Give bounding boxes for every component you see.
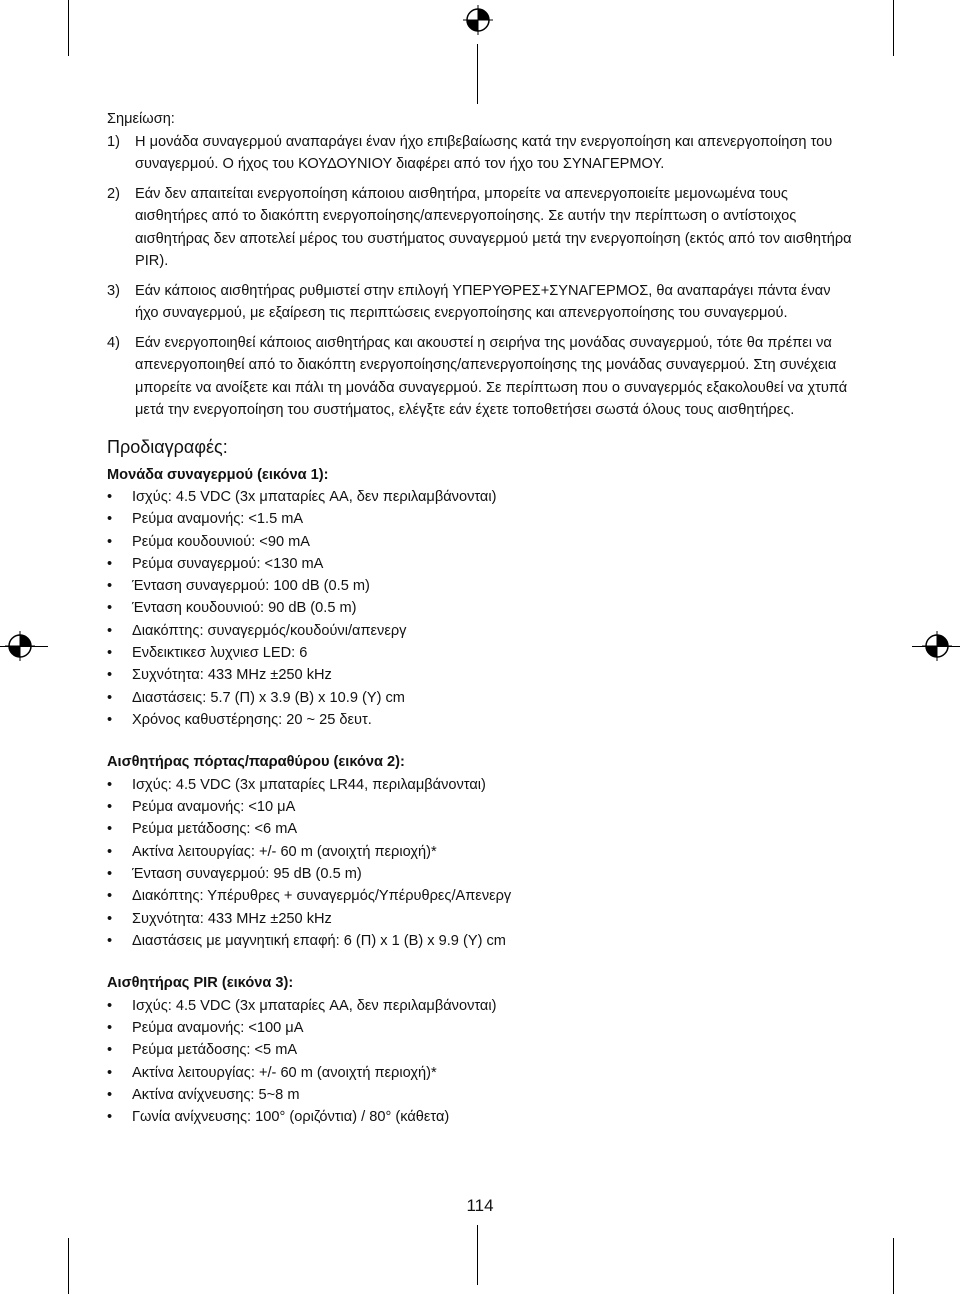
spacer <box>107 952 852 972</box>
note-text: Εάν κάποιος αισθητήρας ρυθμιστεί στην επιλογή ΥΠΕΡΥΘΡΕΣ+ΣΥΝΑΓΕΡΜΟΣ, θα αναπαράγει πάντα έναν ήχο συναγερμού, με εξαίρεση τις περιπτώσεις ενεργοποίησης και απενεργοποίησης του συναγερμού. <box>135 282 831 321</box>
spec-item: • Ρεύμα αναμονής: <100 μA <box>107 1017 852 1039</box>
spec-item: • Ακτίνα λειτουργίας: +/- 60 m (ανοιχτή περιοχή)* <box>107 1062 852 1084</box>
page-number: 114 <box>466 1196 494 1215</box>
spec-item: • Ισχύς: 4.5 VDC (3x μπαταρίες AA, δεν περιλαμβάνονται) <box>107 995 852 1017</box>
spec-section-heading: Μονάδα συναγερμού (εικόνα 1): <box>107 466 329 483</box>
spec-item: • Γωνία ανίχνευσης: 100° (οριζόντια) / 80° (κάθετα) <box>107 1106 852 1128</box>
spec-section-heading: Αισθητήρας πόρτας/παραθύρου (εικόνα 2): <box>107 754 405 771</box>
note-number: 3) <box>107 282 120 299</box>
note-title: Σημείωση: <box>107 111 175 127</box>
crop-mark-top-right <box>893 0 894 56</box>
spec-item: • Ρεύμα κουδουνιού: <90 mA <box>107 531 852 553</box>
note-item <box>107 183 852 273</box>
spec-item: • Ρεύμα μετάδοσης: <5 mA <box>107 1039 852 1061</box>
spec-item: • Χρόνος καθυστέρησης: 20 ~ 25 δευτ. <box>107 709 852 731</box>
spec-item: • Ακτίνα λειτουργίας: +/- 60 m (ανοιχτή περιοχή)* <box>107 841 852 863</box>
spec-list <box>107 486 852 731</box>
spec-item: • Ένταση συναγερμού: 95 dB (0.5 m) <box>107 863 852 885</box>
spec-list <box>107 774 852 952</box>
note-number: 4) <box>107 334 120 351</box>
note-number: 2) <box>107 185 120 202</box>
page-content <box>107 108 852 1128</box>
spec-item: • Ρεύμα αναμονής: <10 μA <box>107 796 852 818</box>
spec-item: • Διακόπτης: Υπέρυθρες + συναγερμός/Υπέρυθρες/Απενεργ <box>107 885 852 907</box>
note-item <box>107 131 852 176</box>
spec-item: • Διαστάσεις: 5.7 (Π) x 3.9 (Β) x 10.9 (Υ) cm <box>107 687 852 709</box>
specs-title: Προδιαγραφές: <box>107 436 228 457</box>
crop-mark-bottom-left <box>68 1238 69 1294</box>
note-item <box>107 280 852 325</box>
crop-mark-top-center <box>477 44 478 104</box>
note-item <box>107 332 852 422</box>
crop-mark-bottom-center <box>477 1225 478 1285</box>
spec-item: • Ρεύμα μετάδοσης: <6 mA <box>107 818 852 840</box>
spec-item: • Ακτίνα ανίχνευσης: 5~8 m <box>107 1084 852 1106</box>
note-number: 1) <box>107 133 120 150</box>
registration-mark-icon <box>5 631 35 661</box>
crop-mark-top-left <box>68 0 69 56</box>
spacer <box>107 731 852 751</box>
spec-item: • Ρεύμα αναμονής: <1.5 mA <box>107 508 852 530</box>
registration-mark-icon <box>922 631 952 661</box>
registration-mark-icon <box>463 5 493 35</box>
spec-item: • Συχνότητα: 433 MHz ±250 kHz <box>107 908 852 930</box>
spec-item: • Ένταση κουδουνιού: 90 dB (0.5 m) <box>107 597 852 619</box>
spec-item: • Ισχύς: 4.5 VDC (3x μπαταρίες AA, δεν περιλαμβάνονται) <box>107 486 852 508</box>
spec-item: • Συχνότητα: 433 MHz ±250 kHz <box>107 664 852 686</box>
spec-section-heading: Αισθητήρας PIR (εικόνα 3): <box>107 975 294 992</box>
note-list <box>107 131 852 422</box>
note-text: Εάν ενεργοποιηθεί κάποιος αισθητήρας και ακουστεί η σειρήνα της μονάδας συναγερμού, τότε θα πρέπει να απενεργοποιηθεί από το διακόπτη ενεργοποίησης/απενεργοποίησης της μονάδας συναγερμού. Στη συνέχεια μπορείτε να ανοίξετε και πάλι τη μονάδα συναγερμού. Σε περίπτωση που ο συναγερμός εξακολουθεί να χτυπά μετά την ενεργοποίηση του συστήματος, ελέγξτε εάν έχετε τοποθετήσει σωστά όλους τους αισθητήρες. <box>135 334 848 418</box>
note-text: Εάν δεν απαιτείται ενεργοποίηση κάποιου αισθητήρα, μπορείτε να απενεργοποιείτε μεμονωμένα τους αισθητήρες από το διακόπτη ενεργοποίησης/απενεργοποίησης. Σε αυτήν την περίπτωση ο αντίστοιχος αισθητήρας δεν αποτελεί μέρος του συστήματος συναγερμού μετά την ενεργοποίηση (εκτός από τον αισθητήρα PIR). <box>135 185 852 269</box>
spec-item: • Ρεύμα συναγερμού: <130 mA <box>107 553 852 575</box>
spec-item: • Διαστάσεις με μαγνητική επαφή: 6 (Π) x 1 (Β) x 9.9 (Υ) cm <box>107 930 852 952</box>
spec-item: • Ενδεικτικεσ λυχνιεσ LED: 6 <box>107 642 852 664</box>
spec-list <box>107 995 852 1129</box>
spec-item: • Ισχύς: 4.5 VDC (3x μπαταρίες LR44, περιλαμβάνονται) <box>107 774 852 796</box>
spec-item: • Διακόπτης: συναγερμός/κουδούνι/απενεργ <box>107 620 852 642</box>
spec-item: • Ένταση συναγερμού: 100 dB (0.5 m) <box>107 575 852 597</box>
note-text: Η μονάδα συναγερμού αναπαράγει έναν ήχο επιβεβαίωσης κατά την ενεργοποίηση και απενεργοποίηση του συναγερμού. Ο ήχος του ΚΟΥΔΟΥΝΙΟΥ διαφέρει από τον ήχο του ΣΥΝΑΓΕΡΜΟΥ. <box>135 133 833 172</box>
crop-mark-bottom-right <box>893 1238 894 1294</box>
